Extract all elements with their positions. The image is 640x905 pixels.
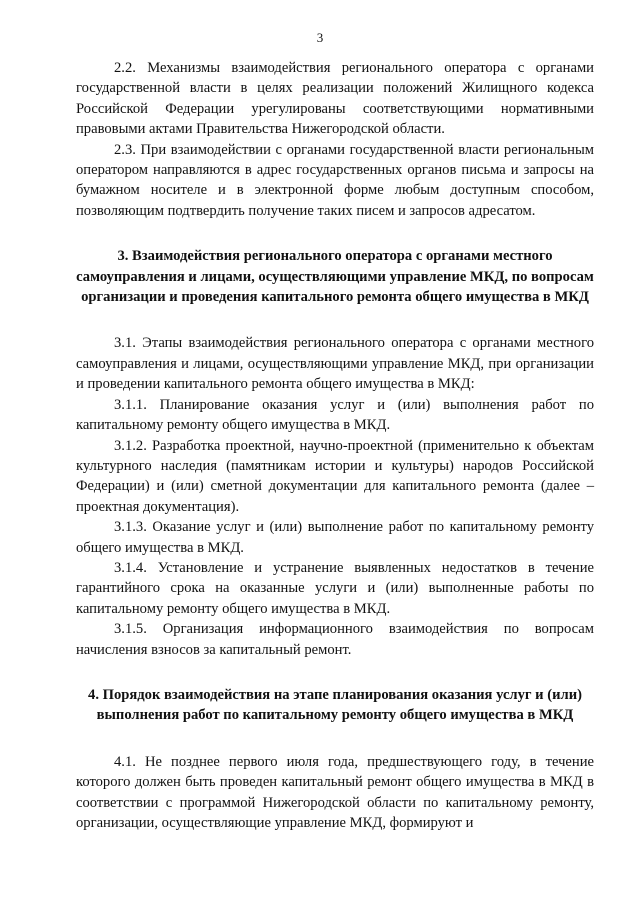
section-3-heading: 3. Взаимодействия регионального оператора с органами местного самоуправления и лицами, осуществляющими управление МКД, по вопросам организации и проведения капитального ремонта общего имущества в МКД — [76, 248, 594, 306]
page-number: 3 — [316, 30, 324, 45]
paragraph-3-1-2: 3.1.2. Разработка проектной, научно-проектной (применительно к объектам культурного наследия (памятникам истории и культуры) народов Российской Федерации) и (или) сметной документации для капитального ремонта (далее – проектная документация). — [76, 437, 594, 515]
paragraph-3-1-1: 3.1.1. Планирование оказания услуг и (или) выполнения работ по капитальному ремонту общего имущества в МКД. — [76, 396, 594, 434]
document-body — [76, 58, 594, 833]
paragraph-2-2: 2.2. Механизмы взаимодействия регионального оператора с органами государственной власти в целях реализации положений Жилищного кодекса Российской Федерации урегулированы соответствующими нормативными правовыми актами Правительства Нижегородской области. — [76, 60, 594, 138]
paragraph-3-1-3: 3.1.3. Оказание услуг и (или) выполнение работ по капитальному ремонту общего имущества в МКД. — [76, 519, 594, 556]
paragraph-3-1: 3.1. Этапы взаимодействия регионального оператора с органами местного самоуправления и лицами, осуществляющими управление МКД, при организации и проведении капитального ремонта общего имущества в МКД: — [76, 335, 594, 393]
paragraph-2-3: 2.3. При взаимодействии с органами государственной власти региональным оператором направляются в адрес государственных органов письма и запросы на бумажном носителе и в электронной форме любым доступным способом, позволяющим подтвердить получение таких писем и запросов адресатом. — [76, 141, 594, 219]
paragraph-3-1-4: 3.1.4. Установление и устранение выявленных недостатков в течение гарантийного срока на оказанные услуги и (или) выполненные работы по капитальному ремонту общего имущества в МКД. — [76, 559, 594, 617]
paragraph-4-1: 4.1. Не позднее первого июля года, предшествующего году, в течение которого должен быть проведен капитальный ремонт общего имущества в МКД в соответствии с программой Нижегородской области по капитальному ремонту, организации, осуществляющие управление МКД, формируют и — [76, 753, 594, 831]
paragraph-3-1-5: 3.1.5. Организация информационного взаимодействия по вопросам начисления взносов за капитальный ремонт. — [76, 621, 594, 658]
section-4-heading: 4. Порядок взаимодействия на этапе планирования оказания услуг и (или) выполнения работ по капитальному ремонту общего имущества в МКД — [88, 686, 582, 724]
